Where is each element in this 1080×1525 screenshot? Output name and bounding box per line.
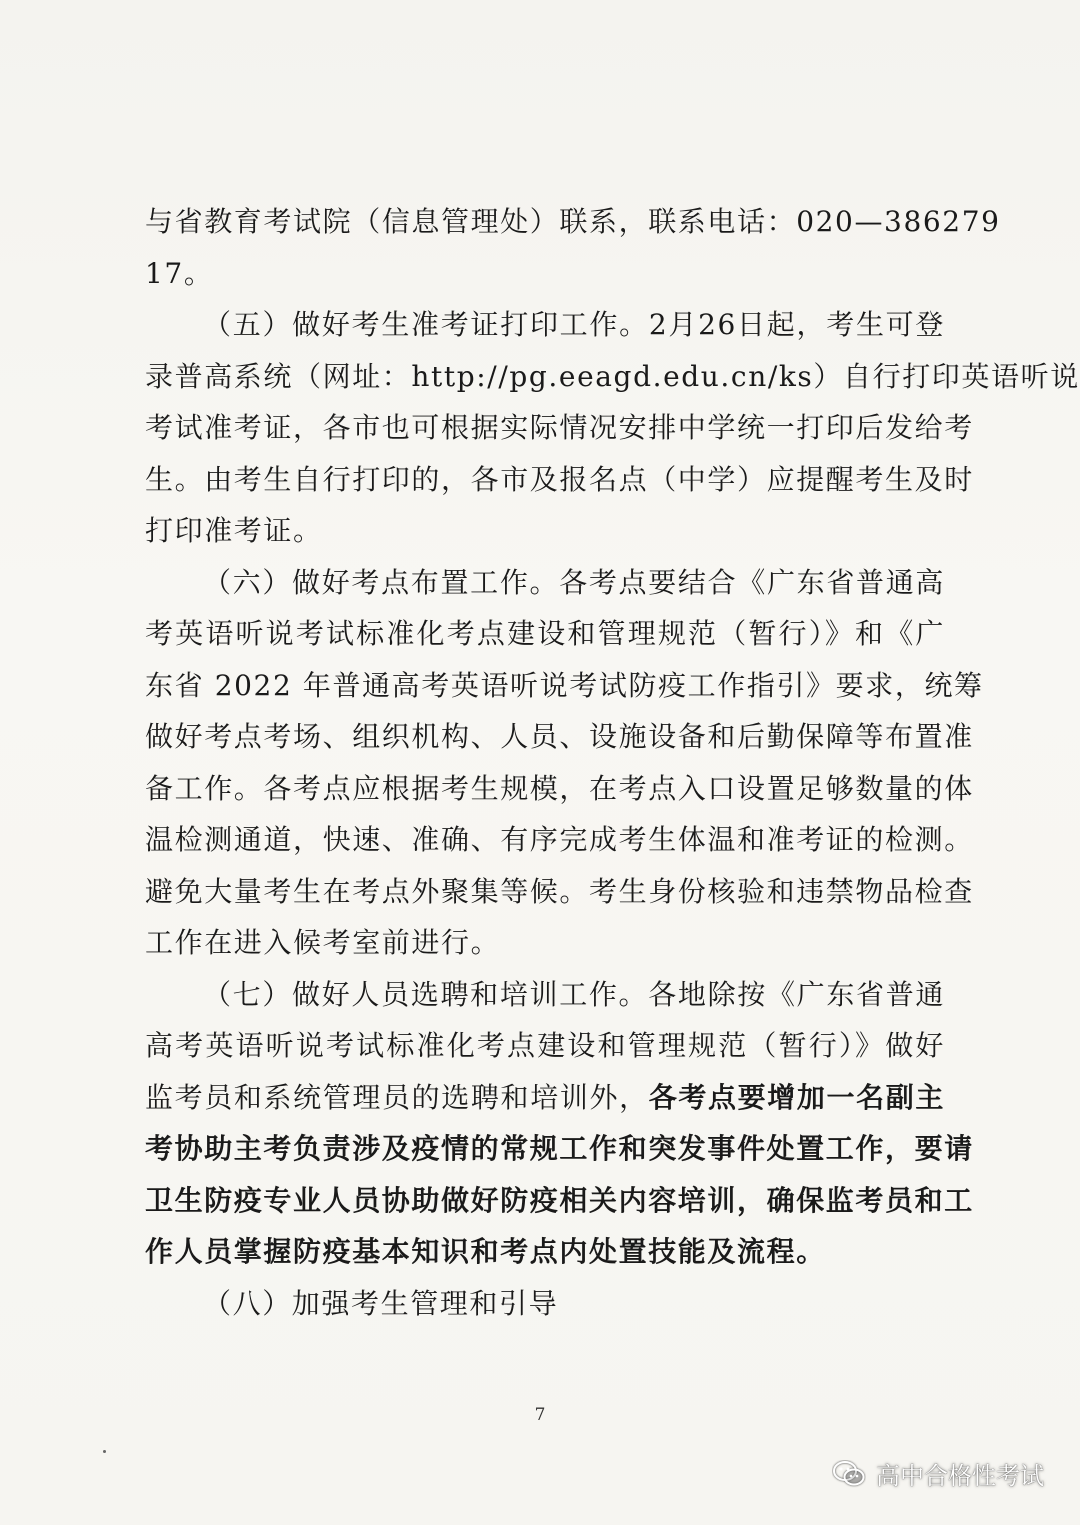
text-segment: 考英语听说考试标准化考点建设和管理规范（暂行）》和《广 [145,617,945,650]
watermark [832,1456,1044,1491]
document-body [145,196,1080,1329]
text-segment: 温检测通道，快速、准确、有序完成考生体温和准考证的检测。 [145,823,974,856]
text-line [145,505,945,557]
text-segment: 与省教育考试院（信息管理处）联系，联系电话：020—386279 [145,205,1001,238]
text-line [145,969,945,1021]
text-segment: （五）做好考生准考证打印工作。2月26日起，考生可登 [203,308,945,341]
text-line [145,660,984,712]
bold-text-segment: 各考点要增加一名副主 [648,1080,945,1114]
text-segment: （七）做好人员选聘和培训工作。各地除按《广东省普通 [203,977,945,1011]
wechat-icon [832,1460,866,1488]
text-segment: 工作在进入候考室前进行。 [145,926,501,959]
text-line [145,1226,945,1278]
text-segment: 考试准考证，各市也可根据实际情况安排中学统一打印后发给考 [145,411,974,444]
text-line [145,1020,945,1072]
text-line [145,917,945,969]
text-segment: 高考英语听说考试标准化考点建设和管理规范（暂行）》做好 [145,1029,945,1062]
text-segment: 生。由考生自行打印的，各市及报名点（中学）应提醒考生及时 [145,462,974,496]
text-line [145,248,945,300]
text-line [145,402,974,454]
text-segment: 做好考点考场、组织机构、人员、设施设备和后勤保障等布置准 [145,720,974,753]
text-line [145,351,1080,403]
bold-text-segment: 考协助主考负责涉及疫情的常规工作和突发事件处置工作，要请 [145,1132,974,1165]
text-line [145,454,974,506]
text-segment: （八）加强考生管理和引导 [203,1286,559,1320]
text-segment: 打印准考证。 [145,514,323,547]
text-line [145,1072,945,1124]
text-line [145,1123,974,1175]
text-segment: 避免大量考生在考点外聚集等候。考生身份核验和违禁物品检查 [145,874,974,908]
text-segment: 17。 [145,256,214,290]
text-line [145,557,945,609]
bold-text-segment: 卫生防疫专业人员协助做好防疫相关内容培训，确保监考员和工 [145,1183,974,1217]
text-line [145,814,974,866]
text-segment: 监考员和系统管理员的选聘和培训外， [145,1080,649,1114]
text-segment: 东省 2022 年普通高考英语听说考试防疫工作指引》要求，统筹 [145,668,984,702]
watermark-text: 高中合格性考试 [876,1462,1044,1490]
text-segment: 录普高系统（网址：http://pg.eeagd.edu.cn/ks）自行打印英语听说 [145,359,1080,393]
text-line [145,608,945,660]
text-line [145,196,1001,248]
scan-speck [103,1450,106,1453]
text-line [145,299,945,351]
bold-text-segment: 作人员掌握防疫基本知识和考点内处置技能及流程。 [145,1235,826,1268]
text-line [145,763,974,815]
page-number: 7 [534,1405,546,1425]
text-segment: 备工作。各考点应根据考生规模，在考点入口设置足够数量的体 [145,771,974,805]
text-line [145,1278,945,1330]
text-line [145,1175,974,1227]
text-line [145,866,974,918]
text-segment: （六）做好考点布置工作。各考点要结合《广东省普通高 [203,565,945,599]
text-line [145,711,974,763]
